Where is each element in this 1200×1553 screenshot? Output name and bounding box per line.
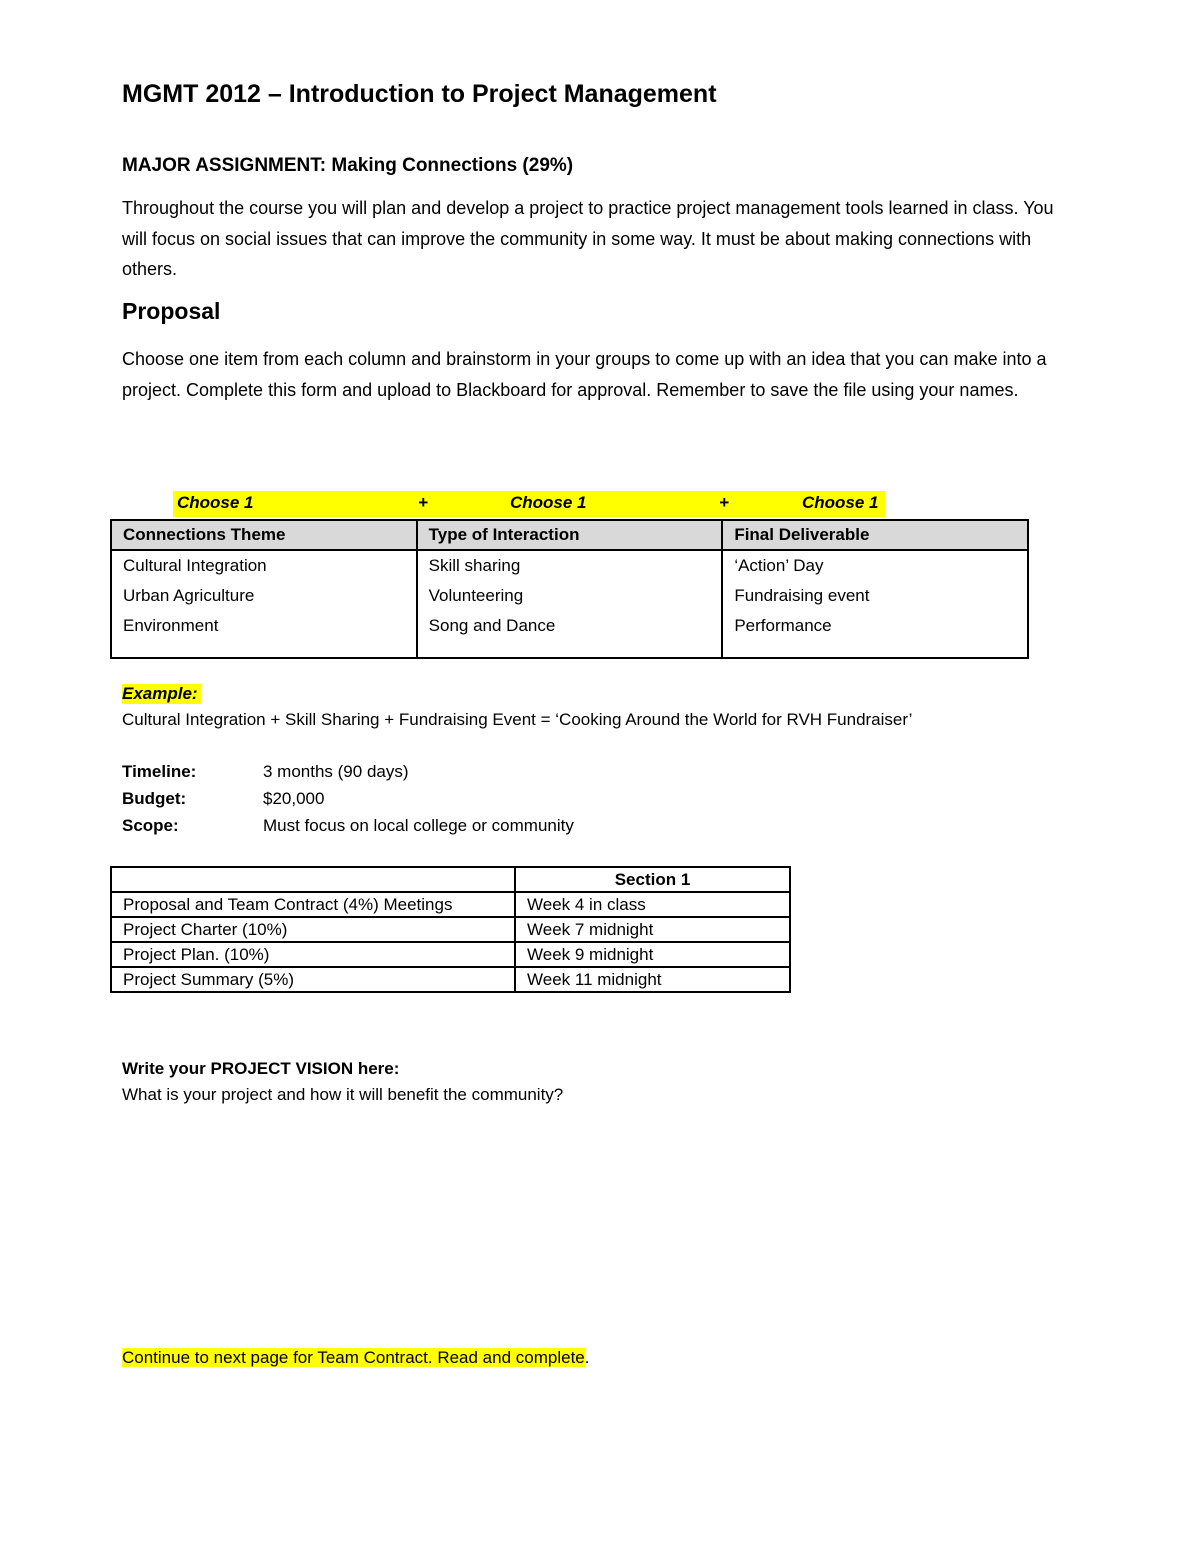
table-cell: Week 9 midnight xyxy=(515,942,790,967)
budget-value: $20,000 xyxy=(263,789,325,808)
table-cell: Project Plan. (10%) xyxy=(111,942,515,967)
table-cell: Week 11 midnight xyxy=(515,967,790,992)
schedule-header-empty xyxy=(111,867,515,892)
proposal-heading: Proposal xyxy=(122,298,221,324)
table-cell: Song and Dance xyxy=(417,611,723,658)
continue-note xyxy=(122,1348,589,1368)
table-cell: Volunteering xyxy=(417,581,723,611)
table-cell: Skill sharing xyxy=(417,550,723,581)
table-cell: Week 7 midnight xyxy=(515,917,790,942)
schedule-header-section: Section 1 xyxy=(515,867,790,892)
connections-table xyxy=(110,519,1029,659)
table-row xyxy=(111,611,1028,658)
timeline-value: 3 months (90 days) xyxy=(263,762,409,781)
table-row xyxy=(111,917,790,942)
header-final-deliverable: Final Deliverable xyxy=(722,520,1028,550)
table-cell: Cultural Integration xyxy=(111,550,417,581)
connections-table-header xyxy=(111,520,1028,550)
plus-sign-1: + xyxy=(418,493,428,512)
table-cell: Fundraising event xyxy=(722,581,1028,611)
choose-instruction-bar xyxy=(173,491,885,517)
example-label: Example: xyxy=(122,684,201,704)
continue-highlight: Continue to next page for Team Contract. Read and complete xyxy=(122,1348,585,1367)
table-cell: Proposal and Team Contract (4%) Meetings xyxy=(111,892,515,917)
plus-sign-2: + xyxy=(719,493,729,512)
budget-label: Budget: xyxy=(122,789,187,808)
proposal-paragraph: Choose one item from each column and brainstorm in your groups to come up with an idea that you can make into a project. Complete this form and upload to Blackboard for approval. Remember to save the file using your names. xyxy=(122,349,1047,400)
schedule-table xyxy=(110,866,791,993)
table-row xyxy=(111,550,1028,581)
document-title: MGMT 2012 – Introduction to Project Management xyxy=(122,80,717,108)
choose-label-2: Choose 1 xyxy=(510,493,587,512)
scope-value: Must focus on local college or community xyxy=(263,816,574,835)
table-row xyxy=(111,942,790,967)
header-connections-theme: Connections Theme xyxy=(111,520,417,550)
table-cell: Week 4 in class xyxy=(515,892,790,917)
timeline-label: Timeline: xyxy=(122,762,197,781)
table-cell: Performance xyxy=(722,611,1028,658)
table-cell: ‘Action’ Day xyxy=(722,550,1028,581)
intro-paragraph: Throughout the course you will plan and develop a project to practice project management tools learned in class. You will focus on social issues that can improve the community in some way. It must be about making connections with others. xyxy=(122,198,1054,279)
continue-period: . xyxy=(584,1348,590,1367)
table-cell: Urban Agriculture xyxy=(111,581,417,611)
example-text: Cultural Integration + Skill Sharing + Fundraising Event = ‘Cooking Around the World for RVH Fundraiser’ xyxy=(122,710,913,729)
choose-label-3: Choose 1 xyxy=(802,493,879,512)
table-row xyxy=(111,892,790,917)
scope-label: Scope: xyxy=(122,816,179,835)
choose-label-1: Choose 1 xyxy=(177,493,254,512)
table-row xyxy=(111,581,1028,611)
header-type-of-interaction: Type of Interaction xyxy=(417,520,723,550)
table-cell: Project Charter (10%) xyxy=(111,917,515,942)
table-row xyxy=(111,967,790,992)
assignment-heading: MAJOR ASSIGNMENT: Making Connections (29%) xyxy=(122,155,574,176)
table-cell: Environment xyxy=(111,611,417,658)
vision-heading: Write your PROJECT VISION here: xyxy=(122,1059,400,1078)
schedule-table-header xyxy=(111,867,790,892)
table-cell: Project Summary (5%) xyxy=(111,967,515,992)
vision-question: What is your project and how it will benefit the community? xyxy=(122,1085,564,1104)
